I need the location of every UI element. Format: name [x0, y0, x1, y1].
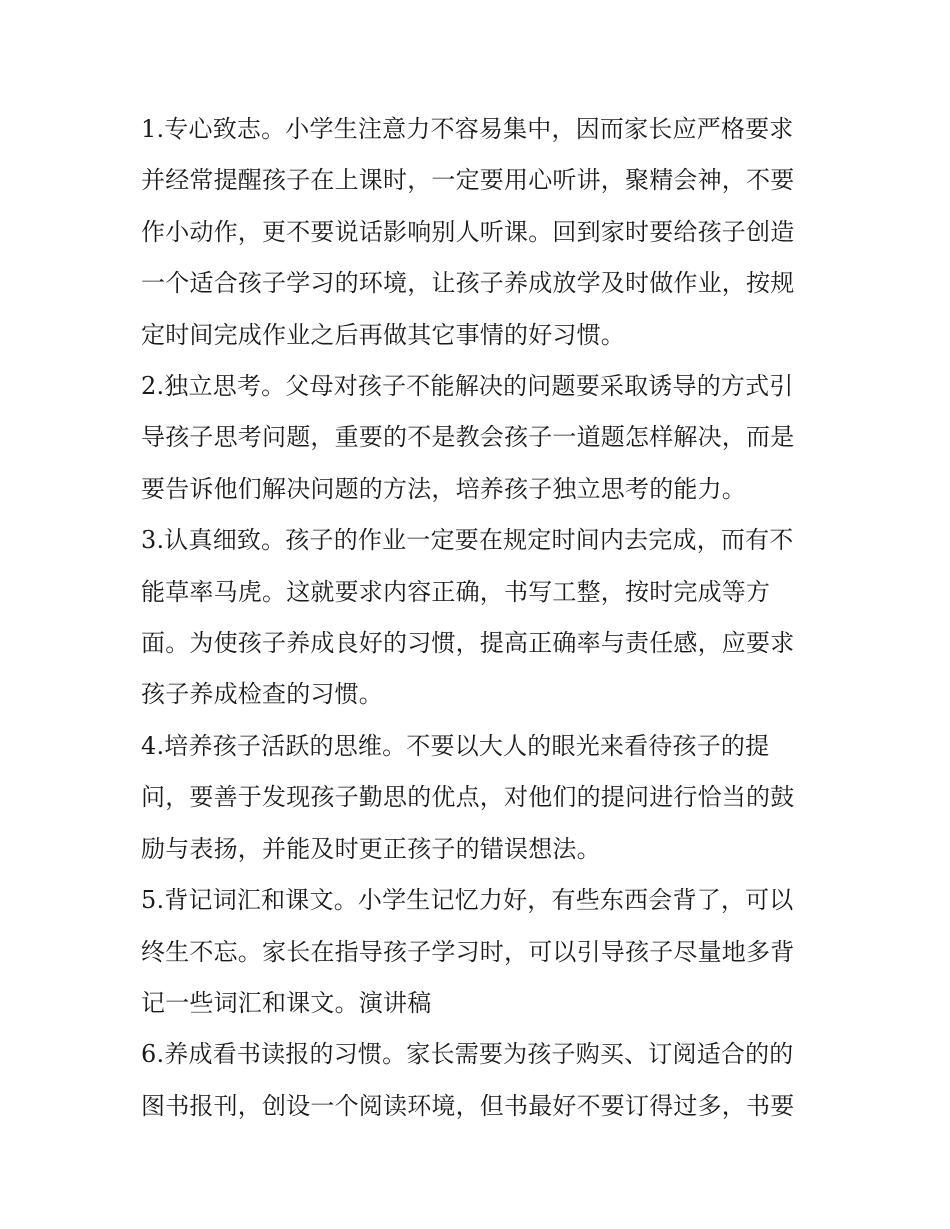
- text-line: 4.培养孩子活跃的思维。不要以大人的眼光来看待孩子的提: [141, 731, 770, 760]
- text-line: 记一些词汇和课文。演讲稿: [141, 988, 432, 1017]
- text-line: 要告诉他们解决问题的方法，培养孩子独立思考的能力。: [141, 474, 746, 503]
- text-line: 并经常提醒孩子在上课时，一定要用心听讲，聚精会神，不要: [141, 166, 795, 195]
- text-line: 作小动作，更不要说话影响别人听课。回到家时要给孩子创造: [141, 217, 795, 246]
- text-line: 1.专心致志。小学生注意力不容易集中，因而家长应严格要求: [141, 115, 794, 143]
- text-line: 3.认真细致。孩子的作业一定要在规定时间内去完成，而有不: [141, 526, 794, 555]
- text-line: 2.独立思考。父母对孩子不能解决的问题要采取诱导的方式引: [141, 372, 794, 401]
- text-line: 导孩子思考问题，重要的不是教会孩子一道题怎样解决，而是: [141, 423, 795, 452]
- text-line: 一个适合孩子学习的环境，让孩子养成放学及时做作业，按规: [141, 269, 795, 298]
- text-line: 能草率马虎。这就要求内容正确，书写工整，按时完成等方: [141, 577, 771, 606]
- text-line: 终生不忘。家长在指导孩子学习时，可以引导孩子尽量地多背: [141, 937, 795, 966]
- document-body: [141, 104, 821, 1132]
- text-line: 励与表扬，并能及时更正孩子的错误想法。: [141, 834, 601, 863]
- text-line: 问，要善于发现孩子勤思的优点，对他们的提问进行恰当的鼓: [141, 783, 795, 812]
- text-line: 定时间完成作业之后再做其它事情的好习惯。: [141, 320, 625, 349]
- text-line: 面。为使孩子养成良好的习惯，提高正确率与责任感，应要求: [141, 629, 795, 658]
- text-line: 图书报刊，创设一个阅读环境，但书最好不要订得过多，书要: [141, 1091, 795, 1120]
- text-line: 5.背记词汇和课文。小学生记忆力好，有些东西会背了，可以: [141, 886, 794, 915]
- text-line: 6.养成看书读报的习惯。家长需要为孩子购买、订阅适合的的: [141, 1040, 794, 1069]
- text-line: 孩子养成检查的习惯。: [141, 680, 383, 709]
